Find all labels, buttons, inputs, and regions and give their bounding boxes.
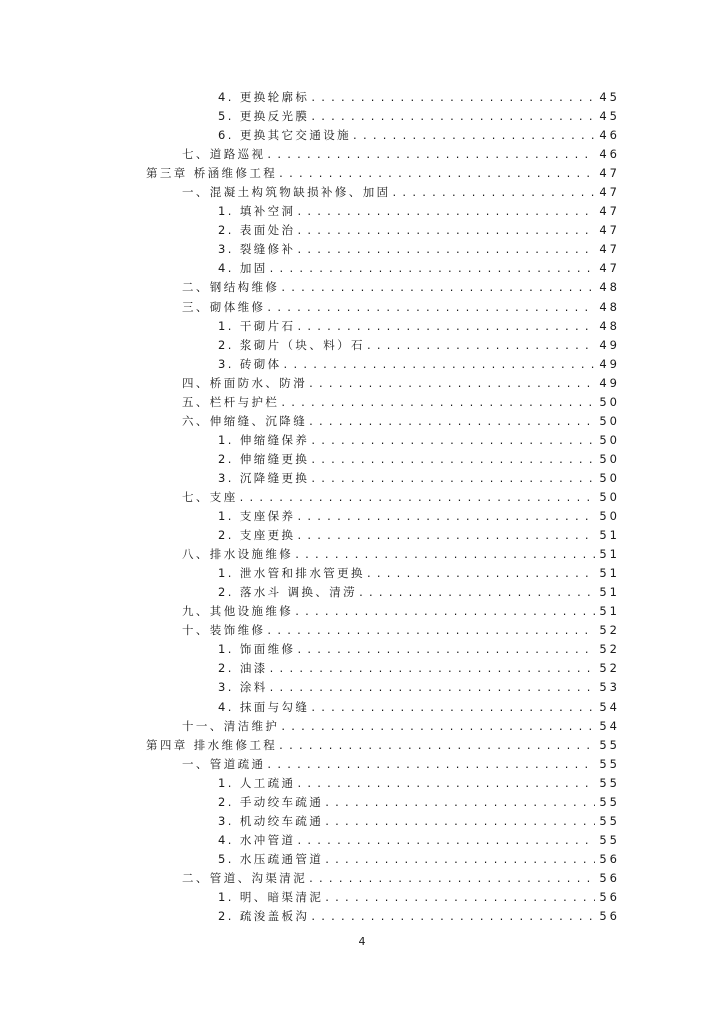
dot-leader bbox=[284, 355, 596, 374]
dot-leader bbox=[367, 336, 595, 355]
toc-entry-title[interactable]: 3. 沉降缝更换 bbox=[218, 470, 310, 485]
toc-entry-line bbox=[218, 202, 620, 221]
toc-entry[interactable] bbox=[0, 640, 724, 659]
toc-entry-line bbox=[218, 698, 620, 717]
toc-entry-line bbox=[218, 793, 620, 812]
toc-entry-title[interactable]: 1. 伸缩缝保养 bbox=[218, 432, 310, 447]
toc-entry-line bbox=[182, 717, 620, 736]
dot-leader bbox=[279, 736, 595, 755]
dot-leader bbox=[270, 678, 596, 697]
toc-entry[interactable] bbox=[0, 145, 724, 164]
toc-entry[interactable] bbox=[0, 488, 724, 507]
dot-leader bbox=[295, 545, 595, 564]
toc-entry-line bbox=[182, 278, 620, 297]
dot-leader bbox=[367, 564, 595, 583]
toc-entry-title[interactable]: 九、其他设施维修 bbox=[182, 604, 294, 619]
toc-entry-line bbox=[218, 564, 620, 583]
toc-entry-page: 55 bbox=[599, 794, 620, 809]
toc-entry[interactable] bbox=[0, 831, 724, 850]
toc-entry-line bbox=[182, 374, 620, 393]
toc-entry-title[interactable]: 3. 裂缝修补 bbox=[218, 242, 296, 257]
toc-entry-title[interactable]: 1. 饰面维修 bbox=[218, 642, 296, 657]
dot-leader bbox=[393, 183, 596, 202]
toc-entry-page: 50 bbox=[599, 489, 620, 504]
toc-entry-page: 51 bbox=[599, 566, 620, 581]
toc-entry-page: 55 bbox=[599, 832, 620, 847]
toc-entry-page: 56 bbox=[599, 851, 620, 866]
toc-entry-page: 54 bbox=[599, 699, 620, 714]
toc-entry-line bbox=[218, 507, 620, 526]
toc-entry[interactable] bbox=[0, 736, 724, 755]
toc-entry[interactable] bbox=[0, 278, 724, 297]
toc-entry-line bbox=[182, 145, 620, 164]
toc-entry-line bbox=[218, 469, 620, 488]
toc-entry-page: 53 bbox=[599, 680, 620, 695]
toc-entry-title[interactable]: 2. 落水斗 调换、清涝 bbox=[218, 585, 358, 600]
toc-entry-title[interactable]: 一、混凝土构筑物缺损补修、加固 bbox=[182, 185, 391, 200]
toc-entry-line bbox=[218, 107, 620, 126]
toc-entry[interactable] bbox=[0, 583, 724, 602]
toc-entry-title[interactable]: 第四章 排水维修工程 bbox=[146, 737, 278, 752]
toc-entry-title[interactable]: 二、管道、沟渠清泥 bbox=[182, 870, 308, 885]
toc-entry[interactable] bbox=[0, 107, 724, 126]
dot-leader bbox=[297, 221, 595, 240]
toc-entry[interactable] bbox=[0, 431, 724, 450]
toc-entry[interactable] bbox=[0, 602, 724, 621]
toc-entry-line bbox=[218, 431, 620, 450]
toc-entry-line bbox=[218, 355, 620, 374]
dot-leader bbox=[297, 202, 595, 221]
toc-entry-title[interactable]: 七、道路巡视 bbox=[182, 147, 266, 162]
dot-leader bbox=[325, 812, 595, 831]
toc-entry[interactable] bbox=[0, 526, 724, 545]
toc-entry-title[interactable]: 2. 油漆 bbox=[218, 661, 268, 676]
toc-entry[interactable] bbox=[0, 774, 724, 793]
toc-entry-line bbox=[218, 850, 620, 869]
toc-entry-line bbox=[146, 736, 620, 755]
dot-leader bbox=[267, 621, 595, 640]
toc-entry-line bbox=[218, 317, 620, 336]
toc-entry-page: 56 bbox=[599, 870, 620, 885]
toc-entry-line bbox=[218, 259, 620, 278]
dot-leader bbox=[311, 88, 595, 107]
toc-entry-line bbox=[218, 888, 620, 907]
toc-entry-page: 45 bbox=[599, 90, 620, 104]
toc-entry-page: 52 bbox=[599, 623, 620, 638]
dot-leader bbox=[311, 450, 595, 469]
toc-entry-line bbox=[218, 774, 620, 793]
toc-entry-line bbox=[218, 240, 620, 259]
toc-entry-title[interactable]: 4. 水冲管道 bbox=[218, 832, 296, 847]
toc-entry-page: 56 bbox=[599, 909, 620, 924]
toc-entry[interactable] bbox=[0, 221, 724, 240]
toc-entry-page: 50 bbox=[599, 451, 620, 466]
toc-entry[interactable] bbox=[0, 755, 724, 774]
toc-entry-page: 45 bbox=[599, 109, 620, 124]
toc-entry-title[interactable]: 三、砌体维修 bbox=[182, 299, 266, 314]
dot-leader bbox=[325, 850, 595, 869]
toc-entry-line bbox=[218, 126, 620, 145]
toc-entry-page: 51 bbox=[599, 547, 620, 562]
dot-leader bbox=[311, 698, 595, 717]
dot-leader bbox=[267, 145, 595, 164]
toc-entry[interactable] bbox=[0, 450, 724, 469]
toc-entry-title[interactable]: 十、装饰维修 bbox=[182, 623, 266, 638]
toc-entry-title[interactable]: 2. 疏浚盖板沟 bbox=[218, 909, 310, 924]
toc-entry[interactable] bbox=[0, 907, 724, 926]
toc-entry-page: 56 bbox=[599, 889, 620, 904]
toc-entry[interactable] bbox=[0, 698, 724, 717]
toc-entry-title[interactable]: 4. 抹面与勾缝 bbox=[218, 699, 310, 714]
toc-entry-page: 55 bbox=[599, 737, 620, 752]
toc-entry-title[interactable]: 3. 机动绞车疏通 bbox=[218, 813, 324, 828]
dot-leader bbox=[309, 412, 595, 431]
toc-entry-page: 46 bbox=[599, 147, 620, 162]
toc-entry-title[interactable]: 5. 水压疏通管道 bbox=[218, 851, 324, 866]
toc-entry-page: 51 bbox=[599, 528, 620, 543]
toc-entry[interactable] bbox=[0, 888, 724, 907]
toc-entry-title[interactable]: 2. 浆砌片（块、料）石 bbox=[218, 337, 365, 352]
toc-entry-title[interactable]: 十一、清洁维护 bbox=[182, 718, 280, 733]
toc-entry-page: 49 bbox=[599, 356, 620, 371]
toc-entry-line bbox=[146, 164, 620, 183]
toc-entry[interactable] bbox=[0, 240, 724, 259]
toc-entry-title[interactable]: 1. 支座保养 bbox=[218, 509, 296, 524]
toc-entry-page: 55 bbox=[599, 813, 620, 828]
toc-entry-page: 52 bbox=[599, 661, 620, 676]
toc-entry[interactable] bbox=[0, 850, 724, 869]
toc-entry-page: 47 bbox=[599, 166, 620, 181]
toc-entry-page: 47 bbox=[599, 223, 620, 238]
toc-entry-line bbox=[182, 755, 620, 774]
dot-leader bbox=[311, 431, 595, 450]
toc-entry-title[interactable]: 六、伸缩缝、沉降缝 bbox=[182, 413, 308, 428]
toc-entry-line bbox=[182, 412, 620, 431]
dot-leader bbox=[297, 774, 595, 793]
toc-entry-line bbox=[218, 812, 620, 831]
toc-entry[interactable] bbox=[0, 336, 724, 355]
toc-entry-title[interactable]: 2. 伸缩缝更换 bbox=[218, 451, 310, 466]
toc-entry-title[interactable]: 2. 支座更换 bbox=[218, 528, 296, 543]
table-of-contents bbox=[0, 88, 724, 926]
toc-entry-page: 47 bbox=[599, 204, 620, 219]
toc-entry-line bbox=[218, 336, 620, 355]
toc-entry-line bbox=[218, 221, 620, 240]
dot-leader bbox=[311, 107, 595, 126]
toc-entry[interactable] bbox=[0, 659, 724, 678]
toc-entry-title[interactable]: 一、管道疏通 bbox=[182, 756, 266, 771]
dot-leader bbox=[353, 126, 595, 145]
toc-entry-title[interactable]: 四、桥面防水、防滑 bbox=[182, 375, 308, 390]
toc-entry-line bbox=[218, 659, 620, 678]
toc-entry-page: 47 bbox=[599, 185, 620, 200]
toc-entry[interactable] bbox=[0, 621, 724, 640]
toc-entry[interactable] bbox=[0, 678, 724, 697]
dot-leader bbox=[270, 659, 596, 678]
dot-leader bbox=[359, 583, 595, 602]
toc-entry-page: 55 bbox=[599, 775, 620, 790]
toc-entry[interactable] bbox=[0, 202, 724, 221]
toc-entry-page: 49 bbox=[599, 337, 620, 352]
toc-entry-page: 51 bbox=[599, 585, 620, 600]
toc-entry[interactable] bbox=[0, 507, 724, 526]
toc-entry-page: 54 bbox=[599, 718, 620, 733]
toc-entry-title[interactable]: 3. 涂料 bbox=[218, 680, 268, 695]
toc-entry[interactable] bbox=[0, 259, 724, 278]
toc-entry-page: 50 bbox=[599, 432, 620, 447]
dot-leader bbox=[281, 278, 595, 297]
toc-entry[interactable] bbox=[0, 164, 724, 183]
toc-entry-title[interactable]: 七、支座 bbox=[182, 489, 238, 504]
toc-entry-title[interactable]: 1. 填补空洞 bbox=[218, 204, 296, 219]
toc-entry-page: 50 bbox=[599, 470, 620, 485]
toc-entry-line bbox=[218, 640, 620, 659]
toc-entry-title[interactable]: 1. 泄水管和排水管更换 bbox=[218, 566, 365, 581]
toc-entry-title[interactable]: 2. 手动绞车疏通 bbox=[218, 794, 324, 809]
toc-entry-line bbox=[182, 393, 620, 412]
toc-entry-title[interactable]: 1. 人工疏通 bbox=[218, 775, 296, 790]
toc-entry-page: 47 bbox=[599, 261, 620, 276]
toc-entry-line bbox=[218, 526, 620, 545]
toc-entry[interactable] bbox=[0, 126, 724, 145]
toc-entry-title[interactable]: 五、栏杆与护栏 bbox=[182, 394, 280, 409]
dot-leader bbox=[309, 869, 595, 888]
toc-entry-line bbox=[182, 602, 620, 621]
dot-leader bbox=[297, 831, 595, 850]
toc-entry[interactable] bbox=[0, 812, 724, 831]
page-number: 4 bbox=[358, 935, 366, 948]
toc-entry-line bbox=[218, 831, 620, 850]
toc-entry-title[interactable]: 6. 更换其它交通设施 bbox=[218, 128, 352, 143]
toc-entry[interactable] bbox=[0, 355, 724, 374]
toc-entry[interactable] bbox=[0, 317, 724, 336]
toc-entry-page: 48 bbox=[599, 299, 620, 314]
dot-leader bbox=[309, 374, 595, 393]
toc-entry-line bbox=[182, 488, 620, 507]
dot-leader bbox=[325, 793, 595, 812]
toc-entry[interactable] bbox=[0, 298, 724, 317]
toc-entry-page: 47 bbox=[599, 242, 620, 257]
dot-leader bbox=[297, 240, 595, 259]
dot-leader bbox=[311, 907, 595, 926]
toc-entry-title[interactable]: 4. 更换轮廓标 bbox=[218, 90, 310, 104]
toc-entry-title[interactable]: 1. 干砌片石 bbox=[218, 318, 296, 333]
toc-entry-line bbox=[182, 869, 620, 888]
toc-entry-page: 48 bbox=[599, 318, 620, 333]
dot-leader bbox=[281, 717, 595, 736]
toc-entry-page: 55 bbox=[599, 756, 620, 771]
toc-entry-line bbox=[218, 907, 620, 926]
toc-entry[interactable] bbox=[0, 469, 724, 488]
toc-entry-title[interactable]: 4. 加固 bbox=[218, 261, 268, 276]
toc-entry[interactable] bbox=[0, 717, 724, 736]
dot-leader bbox=[297, 317, 595, 336]
toc-entry[interactable] bbox=[0, 88, 724, 107]
dot-leader bbox=[267, 755, 595, 774]
toc-entry[interactable] bbox=[0, 183, 724, 202]
toc-entry[interactable] bbox=[0, 564, 724, 583]
toc-entry-line bbox=[218, 450, 620, 469]
toc-entry-page: 46 bbox=[599, 128, 620, 143]
toc-entry-line bbox=[218, 678, 620, 697]
toc-entry-title[interactable]: 2. 表面处治 bbox=[218, 223, 296, 238]
toc-entry-page: 49 bbox=[599, 375, 620, 390]
toc-entry-title[interactable]: 3. 砖砌体 bbox=[218, 356, 282, 371]
toc-entry-line bbox=[182, 545, 620, 564]
toc-entry-title[interactable]: 第三章 桥涵维修工程 bbox=[146, 166, 278, 181]
toc-entry-line bbox=[182, 183, 620, 202]
dot-leader bbox=[279, 164, 595, 183]
dot-leader bbox=[297, 640, 595, 659]
toc-entry-page: 52 bbox=[599, 642, 620, 657]
toc-entry-page: 48 bbox=[599, 280, 620, 295]
toc-entry-line bbox=[218, 88, 620, 107]
toc-entry-title[interactable]: 八、排水设施维修 bbox=[182, 547, 294, 562]
toc-entry-title[interactable]: 1. 明、暗渠清泥 bbox=[218, 889, 324, 904]
toc-entry[interactable] bbox=[0, 545, 724, 564]
toc-entry-line bbox=[218, 583, 620, 602]
toc-entry-title[interactable]: 二、钢结构维修 bbox=[182, 280, 280, 295]
dot-leader bbox=[297, 526, 595, 545]
toc-entry-page: 50 bbox=[599, 413, 620, 428]
toc-entry[interactable] bbox=[0, 869, 724, 888]
dot-leader bbox=[281, 393, 595, 412]
dot-leader bbox=[295, 602, 595, 621]
toc-entry-line bbox=[182, 621, 620, 640]
toc-entry-line bbox=[182, 298, 620, 317]
dot-leader bbox=[267, 298, 595, 317]
toc-entry-page: 50 bbox=[599, 509, 620, 524]
toc-entry-title[interactable]: 5. 更换反光膜 bbox=[218, 109, 310, 124]
dot-leader bbox=[311, 469, 595, 488]
toc-entry-page: 50 bbox=[599, 394, 620, 409]
toc-entry[interactable] bbox=[0, 393, 724, 412]
dot-leader bbox=[240, 488, 596, 507]
toc-entry[interactable] bbox=[0, 412, 724, 431]
toc-entry[interactable] bbox=[0, 793, 724, 812]
toc-entry-page: 51 bbox=[599, 604, 620, 619]
dot-leader bbox=[297, 507, 595, 526]
toc-entry[interactable] bbox=[0, 374, 724, 393]
dot-leader bbox=[325, 888, 595, 907]
dot-leader bbox=[270, 259, 596, 278]
